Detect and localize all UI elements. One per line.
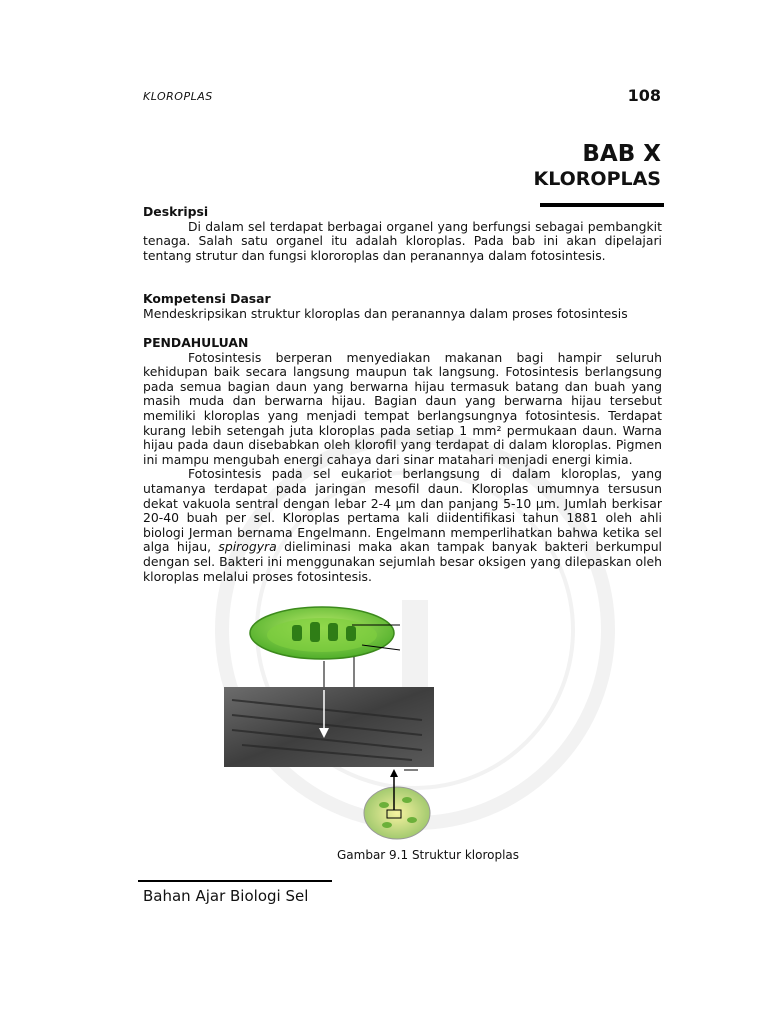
- page-number: 108: [627, 86, 661, 105]
- pendahuluan-section: [143, 336, 662, 584]
- paragraph-2-italic: spirogyra: [218, 539, 277, 555]
- deskripsi-heading: Deskripsi: [143, 204, 209, 219]
- kompetensi-body: Mendeskripsikan struktur kloroplas dan peranannya dalam proses fotosintesis: [143, 305, 628, 321]
- chapter-title: KLOROPLAS: [533, 168, 661, 190]
- pendahuluan-paragraph-1: Fotosintesis berperan menyediakan makanan bagi hampir seluruh kehidupan baik secara langsung maupun tak langsung. Fotosintesis berlangsung pada semua bagian daun yang berwarna hijau termasuk batang dan buah yang masih muda dan berwarna hijau. Bagian daun yang berwarna hijau tersebut memiliki kloroplas yang menjadi tempat berlangsungnya fotosintesis. Terdapat kurang lebih setengah juta kloroplas pada setiap 1 mm² permukaan daun. Warna hijau pada daun disebabkan oleh klorofil yang terdapat di dalam kloroplas. Pigmen ini mampu mengubah energi cahaya dari sinar matahari menjadi energi kimia.: [143, 349, 662, 467]
- cell-illustration: [364, 787, 430, 839]
- deskripsi-section: [143, 205, 662, 263]
- pendahuluan-paragraph-2: [143, 467, 662, 584]
- chapter-number: BAB X: [582, 141, 661, 167]
- kompetensi-heading: Kompetensi Dasar: [143, 291, 271, 306]
- pendahuluan-heading: PENDAHULUAN: [143, 335, 249, 350]
- figure-caption: Gambar 9.1 Struktur kloroplas: [336, 848, 520, 862]
- running-title: KLOROPLAS: [143, 90, 213, 103]
- paragraph-2-part-b: dieliminasi maka akan tampak banyak bakteri berkumpul dengan sel. Bakteri ini menggunakan sejumlah besar oksigen yang dilepaskan oleh kloroplas melalui proses fotosintesis.: [143, 539, 662, 584]
- footer-rule: [138, 880, 332, 882]
- electron-micrograph: [224, 687, 434, 767]
- paragraph-2-part-a: Fotosintesis pada sel eukariot berlangsung di dalam kloroplas, yang utamanya terdapat pada jaringan mesofil daun. Kloroplas umumnya tersusun dekat vakuola sentral dengan lebar 2-4 µm dan panjang 5-10 µm. Jumlah berkisar 20-40 buah per sel. Kloroplas pertama kali diidentifikasi tahun 1881 oleh ahli biologi Jerman bernama Engelmann. Engelmann memperlihatkan bahwa ketika sel alga hijau,: [143, 466, 662, 555]
- footer-text: Bahan Ajar Biologi Sel: [143, 887, 309, 905]
- chloroplast-figure: [222, 595, 472, 840]
- kompetensi-section: [143, 292, 662, 321]
- deskripsi-body: Di dalam sel terdapat berbagai organel yang berfungsi sebagai pembangkit tenaga. Salah satu organel itu adalah kloroplas. Pada bab ini akan dipelajari tentang strutur dan fungsi klororoplas dan peranannya dalam fotosintesis.: [143, 218, 662, 263]
